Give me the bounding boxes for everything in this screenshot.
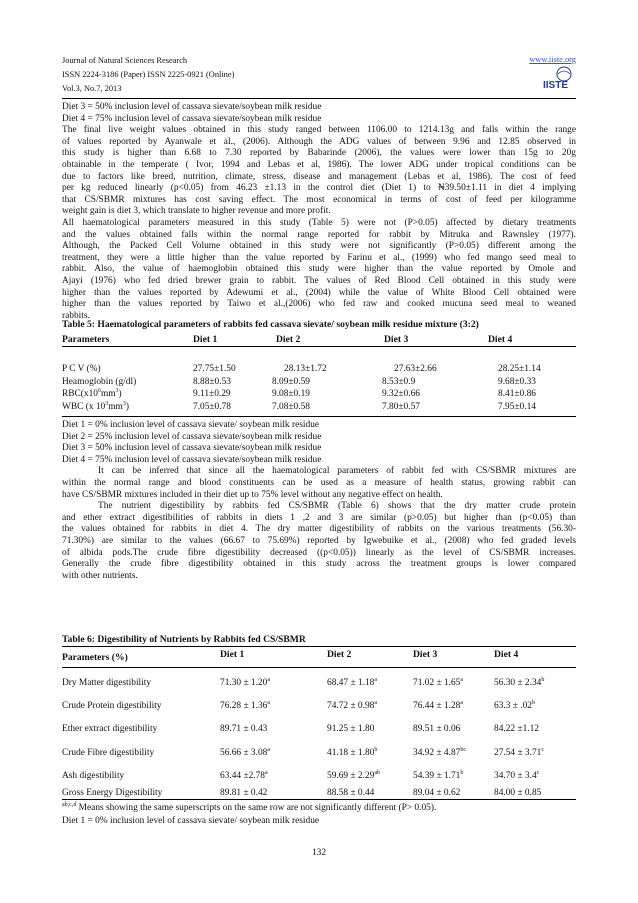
para2-line: higher than the values reported by Adewumi et al., (2004) while the value of White Blood Cell obtained were bbox=[62, 287, 576, 298]
para2-line: rabbit. Also, the value of haemoglobin obtained this study were higher than the value reported by Omole and bbox=[62, 264, 576, 275]
cell-value: 56.30 ± 2.34$^b$ bbox=[494, 676, 545, 688]
table6-footnote: $^{ab,c,d}$ Means showing the same superscripts on the same row are not significantly different (P> 0.05). bbox=[62, 801, 437, 813]
cell-value: 41.18 ± 1.80$^b$ bbox=[327, 746, 378, 758]
cell-value: 63.44 ±2.78$^a$ bbox=[220, 769, 268, 781]
cell-value: 71.30 ± 1.20$^a$ bbox=[220, 676, 271, 688]
para1-line: weight gain is diet 3, which translate to higher revenue and more profit. bbox=[62, 206, 331, 217]
cell-value: 7.95±0.14 bbox=[498, 402, 536, 412]
cell-value: 27.75±1.50 bbox=[193, 364, 236, 374]
para1-line: that CS/SBMR mixtures has cost saving effect. The most economical in terms of cost of feed per kilogramme bbox=[62, 194, 576, 205]
cell-value: 89.51 ± 0.06 bbox=[413, 724, 461, 734]
cell-value: 8.53±0.9 bbox=[382, 377, 416, 387]
diet-note: Diet 3 = 50% inclusion level of cassava sievate/soybean milk residue bbox=[62, 443, 322, 454]
cell-value: 9.08±0.19 bbox=[272, 389, 310, 399]
para1-line: due to factors like breed, nutrition, climate, stress, disease and management (Lebas et al, 1986). The cost of feed bbox=[62, 171, 576, 182]
cell-value: 9.68±0.33 bbox=[498, 377, 536, 387]
issn-line: ISSN 2224-3186 (Paper) ISSN 2225-0921 (Online) bbox=[62, 70, 235, 79]
volume-line: Vol.3, No.7, 2013 bbox=[62, 84, 122, 93]
cell-value: 28.25±1.14 bbox=[498, 364, 541, 374]
body-text-top bbox=[62, 102, 576, 322]
cell-value: 34.92 ± 4.87$^{bc}$ bbox=[413, 746, 467, 758]
para4-line: Generally the crude fibre digestibility obtained in this study across the treatment groups is lower compared bbox=[62, 559, 576, 570]
cell-value: 63.3 ± .02$^b$ bbox=[494, 699, 535, 711]
para1-line: of values reported by Ayanwale et al., (2006). Although the ADG values of between 9.96 and 12.85 observed in bbox=[62, 136, 576, 147]
para4-line: and ether extract digestibilities of rabbits in diets 1 ,2 and 3 are similar (p>0.05) but higher than (p<0.05) than bbox=[62, 512, 576, 523]
cell-value: 27.54 ± 3.71$^c$ bbox=[494, 746, 545, 758]
diet-note: Diet 1 = 0% inclusion level of cassava sievate/ soybean milk residue bbox=[62, 420, 320, 430]
cell-value: 71.02 ± 1.65$^a$ bbox=[413, 676, 464, 688]
journal-name: Journal of Natural Sciences Research bbox=[62, 56, 188, 65]
table5-header: Parameters bbox=[62, 334, 110, 345]
para2-line: Ajayi (1976) who fed dried brewer grain to rabbit. The values of Red Blood Cell obtained in this study were bbox=[62, 275, 576, 286]
para1-line: The final live weight values obtained in this study ranged between 1106.00 to 1214.13g and falls within the range bbox=[62, 125, 576, 136]
cell-param: Ash digestibility bbox=[62, 771, 125, 781]
table5-header: Diet 2 bbox=[276, 334, 301, 345]
cell-param: WBC (x $10^3mm^3$) bbox=[62, 400, 129, 412]
cell-value: 7.05±0.78 bbox=[193, 402, 231, 412]
cell-param: P C V (%) bbox=[62, 364, 101, 374]
para1-line: per kg reduced linearly (p<0.05) from 46.23 ±1.13 in the control diet (Diet 1) to ₦39.50±1.11 in diet 4 implying bbox=[62, 183, 576, 194]
cell-param: Dry Matter digestibility bbox=[62, 678, 152, 688]
table6-caption: Table 6: Digestibility of Nutrients by Rabbits fed CS/SBMR bbox=[62, 634, 306, 645]
table6-rule bbox=[62, 667, 576, 668]
diet-note: Diet 2 = 25% inclusion level of cassava sievate/soybean milk residue bbox=[62, 431, 322, 442]
cell-value: 84.00 ± 0.85 bbox=[494, 788, 542, 798]
cell-param: Ether extract digestibility bbox=[62, 724, 158, 734]
cell-value: 34.70 ± 3.4$^c$ bbox=[494, 769, 540, 781]
cell-value: 89.71 ± 0.43 bbox=[220, 724, 268, 734]
page-number: 132 bbox=[311, 848, 327, 858]
para4-line: 71.30%) are similar to the values (66.67 to 75.69%) reported by Igwebuike et al., (2008) who fed graded levels bbox=[62, 535, 576, 546]
para3-line: within the normal range and blood constituents can be used as a measure of health status, growing rabbit can bbox=[62, 477, 576, 488]
table5-bottom-rule bbox=[62, 416, 576, 417]
para2-line: higher than the values reported by Taiwo et al.,(2006) who fed raw and cooked mucuna seed meal to weaned bbox=[62, 299, 576, 310]
cell-value: 84.22 ±1.12 bbox=[494, 724, 539, 734]
para4-line: The nutrient digestibility by rabbits fed CS/SBMR (Table 6) shows that the dry matter crude protein bbox=[98, 501, 576, 512]
cell-value: 68.47 ± 1.18$^a$ bbox=[327, 676, 378, 688]
cell-value: 89.81 ± 0.42 bbox=[220, 788, 268, 798]
diet-note: Diet 4 = 75% inclusion level of cassava sievate/soybean milk residue bbox=[62, 454, 322, 465]
table6-header: Diet 1 bbox=[220, 649, 245, 660]
para2-line: and the values obtained falls within the normal range reported for rabbit by Mitruka and Rawnsley (1977). bbox=[62, 229, 576, 240]
cell-value: 89.04 ± 0.62 bbox=[413, 788, 461, 798]
para1-line: this study is higher than 6.68 to 7.30 reported by Babarinde (2006), the values were lower than 15g to 20g bbox=[62, 148, 576, 159]
cell-value: 8.88±0.53 bbox=[193, 377, 231, 387]
cell-value: 28.13±1.72 bbox=[284, 364, 327, 374]
para2-line: treatment, they were a little higher than the value reported by Farinu et al., (1999) who fed mango seed meal to bbox=[62, 252, 576, 263]
table6-bottom-rule bbox=[62, 799, 576, 800]
cell-param: Crude Fibre digestibility bbox=[62, 748, 155, 758]
para2-line: All haematological parameters measured in this study (Table 5) were not (P>0.05) affected by dietary treatments bbox=[62, 217, 576, 228]
logo-text: IISTE bbox=[543, 80, 569, 90]
cell-param: Crude Protein digestibility bbox=[62, 701, 162, 711]
table6-header: Diet 4 bbox=[494, 649, 519, 660]
body-text-mid bbox=[62, 420, 576, 582]
cell-value: 88.58 ± 0.44 bbox=[327, 788, 375, 798]
cell-value: 8.41±0.86 bbox=[498, 389, 536, 399]
cell-value: 8.09±0.59 bbox=[272, 377, 310, 387]
table5-header: Diet 4 bbox=[488, 334, 513, 345]
para4-line: of albida pods.The crude fibre digestibility decreased ((p<0.05)) linearly as the level of CS/SBMR increases. bbox=[62, 547, 576, 558]
cell-value: 91.25 ± 1.80 bbox=[327, 724, 375, 734]
diet-note: Diet 3 = 50% inclusion level of cassava sievate/soybean milk residue bbox=[62, 102, 322, 112]
cell-value: 59.69 ± 2.29$^{ab}$ bbox=[327, 769, 381, 781]
cell-value: 27.63±2.66 bbox=[394, 364, 437, 374]
table6-header: Diet 2 bbox=[327, 649, 352, 660]
iiste-logo bbox=[542, 66, 574, 90]
table5-caption: Table 5: Haematological parameters of rabbits fed cassava sievate/ soybean milk residue mixture (3:2) bbox=[62, 319, 479, 330]
cell-value: 7.08±0.58 bbox=[272, 402, 310, 412]
cell-value: 54.39 ± 1.71$^b$ bbox=[413, 769, 464, 781]
table6-header: Diet 3 bbox=[413, 649, 438, 660]
cell-value: 76.44 ± 1.28$^a$ bbox=[413, 699, 464, 711]
cell-value: 76.28 ± 1.36$^a$ bbox=[220, 699, 271, 711]
table6-top-rule bbox=[62, 646, 576, 647]
cell-value: 9.11±0.29 bbox=[193, 389, 231, 399]
table5-rule bbox=[62, 346, 576, 347]
table5-header: Diet 3 bbox=[384, 334, 409, 345]
para3-line: It can be inferred that since all the haematological parameters of rabbit fed with CS/SBMR mixtures are bbox=[98, 466, 576, 477]
para2-line: Although, the Packed Cell Volume obtained in this study were not significantly (P>0.05) different among the bbox=[62, 241, 576, 252]
header-rule bbox=[62, 98, 576, 99]
para1-line: obtainable in the temperate ( Ivor, 1994 and Lebas et al, 1986). The lower ADG under tropical conditions can be bbox=[62, 159, 576, 170]
table6-header: Parameters (%) bbox=[62, 652, 128, 663]
para3-line: have CS/SBMR mixtures included in their diet up to 75% level without any negative effect on health. bbox=[62, 489, 443, 500]
cell-value: 74.72 ± 0.98$^a$ bbox=[327, 699, 378, 711]
cell-value: 56.66 ± 3.08$^a$ bbox=[220, 746, 271, 758]
cell-param: Gross Energy Digestibility bbox=[62, 788, 163, 798]
para4-line: the values obtained for rabbits in diet 4. The dry matter digestibility of rabbits on the various treatments (56.30- bbox=[62, 524, 576, 535]
cell-param: Heamoglobin (g/dl) bbox=[62, 377, 137, 387]
table5-header: Diet 1 bbox=[193, 334, 218, 345]
table6-diet-note: Diet 1 = 0% inclusion level of cassava sievate/ soybean milk residue bbox=[62, 816, 320, 826]
cell-value: 7.80±0.57 bbox=[382, 402, 420, 412]
para4-line: with other nutrients. bbox=[62, 570, 138, 581]
diet-note: Diet 4 = 75% inclusion level of cassava sievate/soybean milk residue bbox=[62, 113, 322, 124]
para2-line: rabbits. bbox=[62, 310, 90, 321]
journal-url-link[interactable]: www.iiste.org bbox=[529, 55, 576, 64]
cell-param: $RBC(x10^6mm^3)$ bbox=[62, 387, 122, 399]
cell-value: 9.32±0.66 bbox=[382, 389, 420, 399]
